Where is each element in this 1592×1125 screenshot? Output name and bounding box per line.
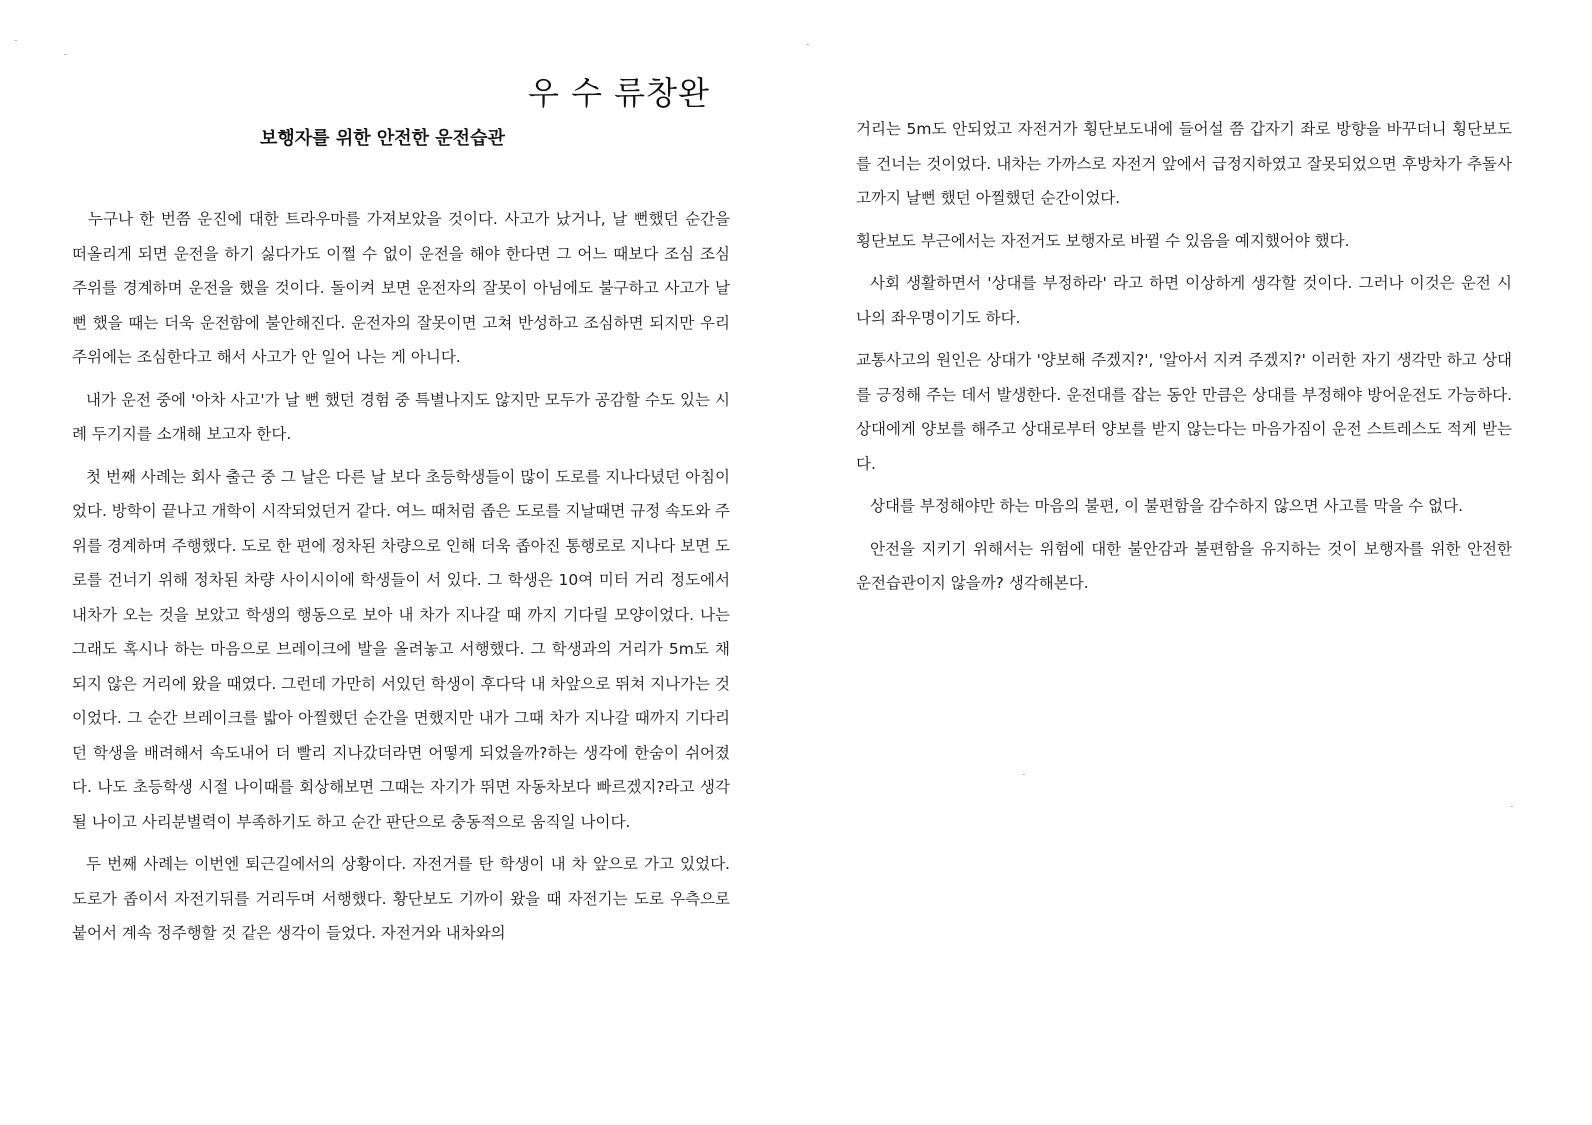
paragraph: 두 번째 사례는 이번엔 퇴근길에서의 상황이다. 자전거를 탄 학생이 내 차 앞으로 가고 있었다. 도로가 좁이서 자전기뒤를 거리두며 서행했다. 황단보도 기까이 왔을 때 자전기는 도로 우측으로 붙어서 계속 정주행할 것 같은 생각이 들었다. 자전거와 내차와의 — [72, 855, 730, 942]
scan-speck — [806, 44, 809, 45]
paragraph: 교통사고의 원인은 상대가 '양보해 주겠지?', '알아서 지켜 주겠지?' 이러한 자기 생각만 하고 상대를 긍정해 주는 데서 발생한다. 운전대를 잡는 동안 만큼은 상대를 부정해야 방어운전도 가능하다. 상대에게 양보를 해주고 상대로부터 양보를 받지 않는다는 마음가짐이 운전 스트레스도 적게 받는다. — [856, 351, 1512, 473]
paragraph: 안전을 지키기 위해서는 위험에 대한 불안감과 불편함을 유지하는 것이 보행자를 위한 안전한 운전습관이지 않을까? 생각해본다. — [856, 539, 1512, 592]
scan-speck — [1510, 806, 1513, 807]
paragraph: 내가 운전 중에 '아차 사고'가 날 뻔 했던 경험 중 특별나지도 않지만 모두가 공감할 수도 있는 시례 두기지를 소개해 보고자 한다. — [72, 390, 730, 443]
paragraph: 첫 번째 사례는 회사 출근 중 그 날은 다른 날 보다 초등학생들이 많이 도로를 지나다녔던 아침이었다. 방학이 끝나고 개학이 시작되었던거 같다. 여느 때처럼 좁은 도로를 지날때면 규정 속도와 주위를 경계하며 주행했다. 도로 한 편에 정차된 차량으로 인해 더욱 좁아진 통행로로 지나다 보면 도로를 건너기 위해 정차된 차량 사이시이에 학생들이 서 있다. 그 학생은 10여 미터 거리 정도에서 내차가 오는 것을 보았고 학생의 행동으로 보아 내 차가 지나갈 때 까지 기다릴 모양이었다. 나는 그래도 혹시나 하는 마음으로 브레이크에 발을 올려놓고 서행했다. 그 학생과의 거리가 5m도 채 되지 않은 거리에 왔을 때였다. 그런데 가만히 서있던 학생이 후다닥 내 차앞으로 뛰쳐 지나가는 것이었다. 그 순간 브레이크를 밟아 아찔했던 순간을 면했지만 내가 그때 차가 지나갈 때까지 기다리던 학생을 배려해서 속도내어 더 빨리 지나갔더라면 어떻게 되었을까?하는 생각에 한숨이 쉬어졌다. 나도 초등학생 시절 나이때를 회상해보면 그때는 자기가 뛰면 자동차보다 빠르겠지?라고 생각될 나이고 사리분별력이 부족하기도 하고 순간 판단으로 충동적으로 움직일 나이다. — [72, 467, 730, 831]
essay-title: 보행자를 위한 안전한 운전습관 — [260, 128, 505, 149]
scan-speck — [64, 54, 67, 55]
award-author-line: 우 수 류창완 — [528, 74, 710, 112]
paragraph: 누구나 한 번쯤 운진에 대한 트라우마를 가져보았을 것이다. 사고가 났거나, 날 뻔했던 순간을 떠올리게 되면 운전을 하기 싫다가도 이쩔 수 없이 운전을 해야 한다면 그 어느 때보다 조심 조심 주위를 경계하며 운전을 했을 것이다. 돌이켜 보면 운전자의 잘못이 아님에도 불구하고 사고가 날뻔 했을 때는 더욱 운전함에 불안해진다. 운전자의 잘못이면 고쳐 반성하고 조심하면 되지만 우리 주위에는 조심한다고 해서 사고가 안 일어 나는 게 아니다. — [72, 210, 730, 366]
paragraph: 거리는 5m도 안되었고 자전거가 횡단보도내에 들어설 쯤 갑자기 좌로 방향을 바꾸더니 횡단보도를 건너는 것이었다. 내차는 가까스로 자전거 앞에서 급정지하였고 잘못되었으면 후방차가 추돌사고까지 날뻔 했던 아찔했던 순간이었다. — [856, 120, 1512, 207]
right-page — [790, 0, 1592, 1125]
scan-speck — [14, 40, 17, 41]
paragraph: 횡단보도 부근에서는 자전거도 보행자로 바뀔 수 있음을 예지했어야 했다. — [856, 231, 1350, 250]
left-page-body — [72, 202, 730, 959]
paragraph: 사회 생활하면서 '상대를 부정하라' 라고 하면 이상하게 생각할 것이다. 그러나 이것은 운전 시 나의 좌우명이기도 하다. — [856, 274, 1512, 327]
scan-speck — [1022, 774, 1025, 775]
paragraph: 상대를 부정해야만 하는 마음의 불편, 이 불편함을 감수하지 않으면 사고를 막을 수 없다. — [870, 497, 1464, 515]
left-page — [0, 0, 790, 1125]
right-page-body — [856, 112, 1512, 609]
